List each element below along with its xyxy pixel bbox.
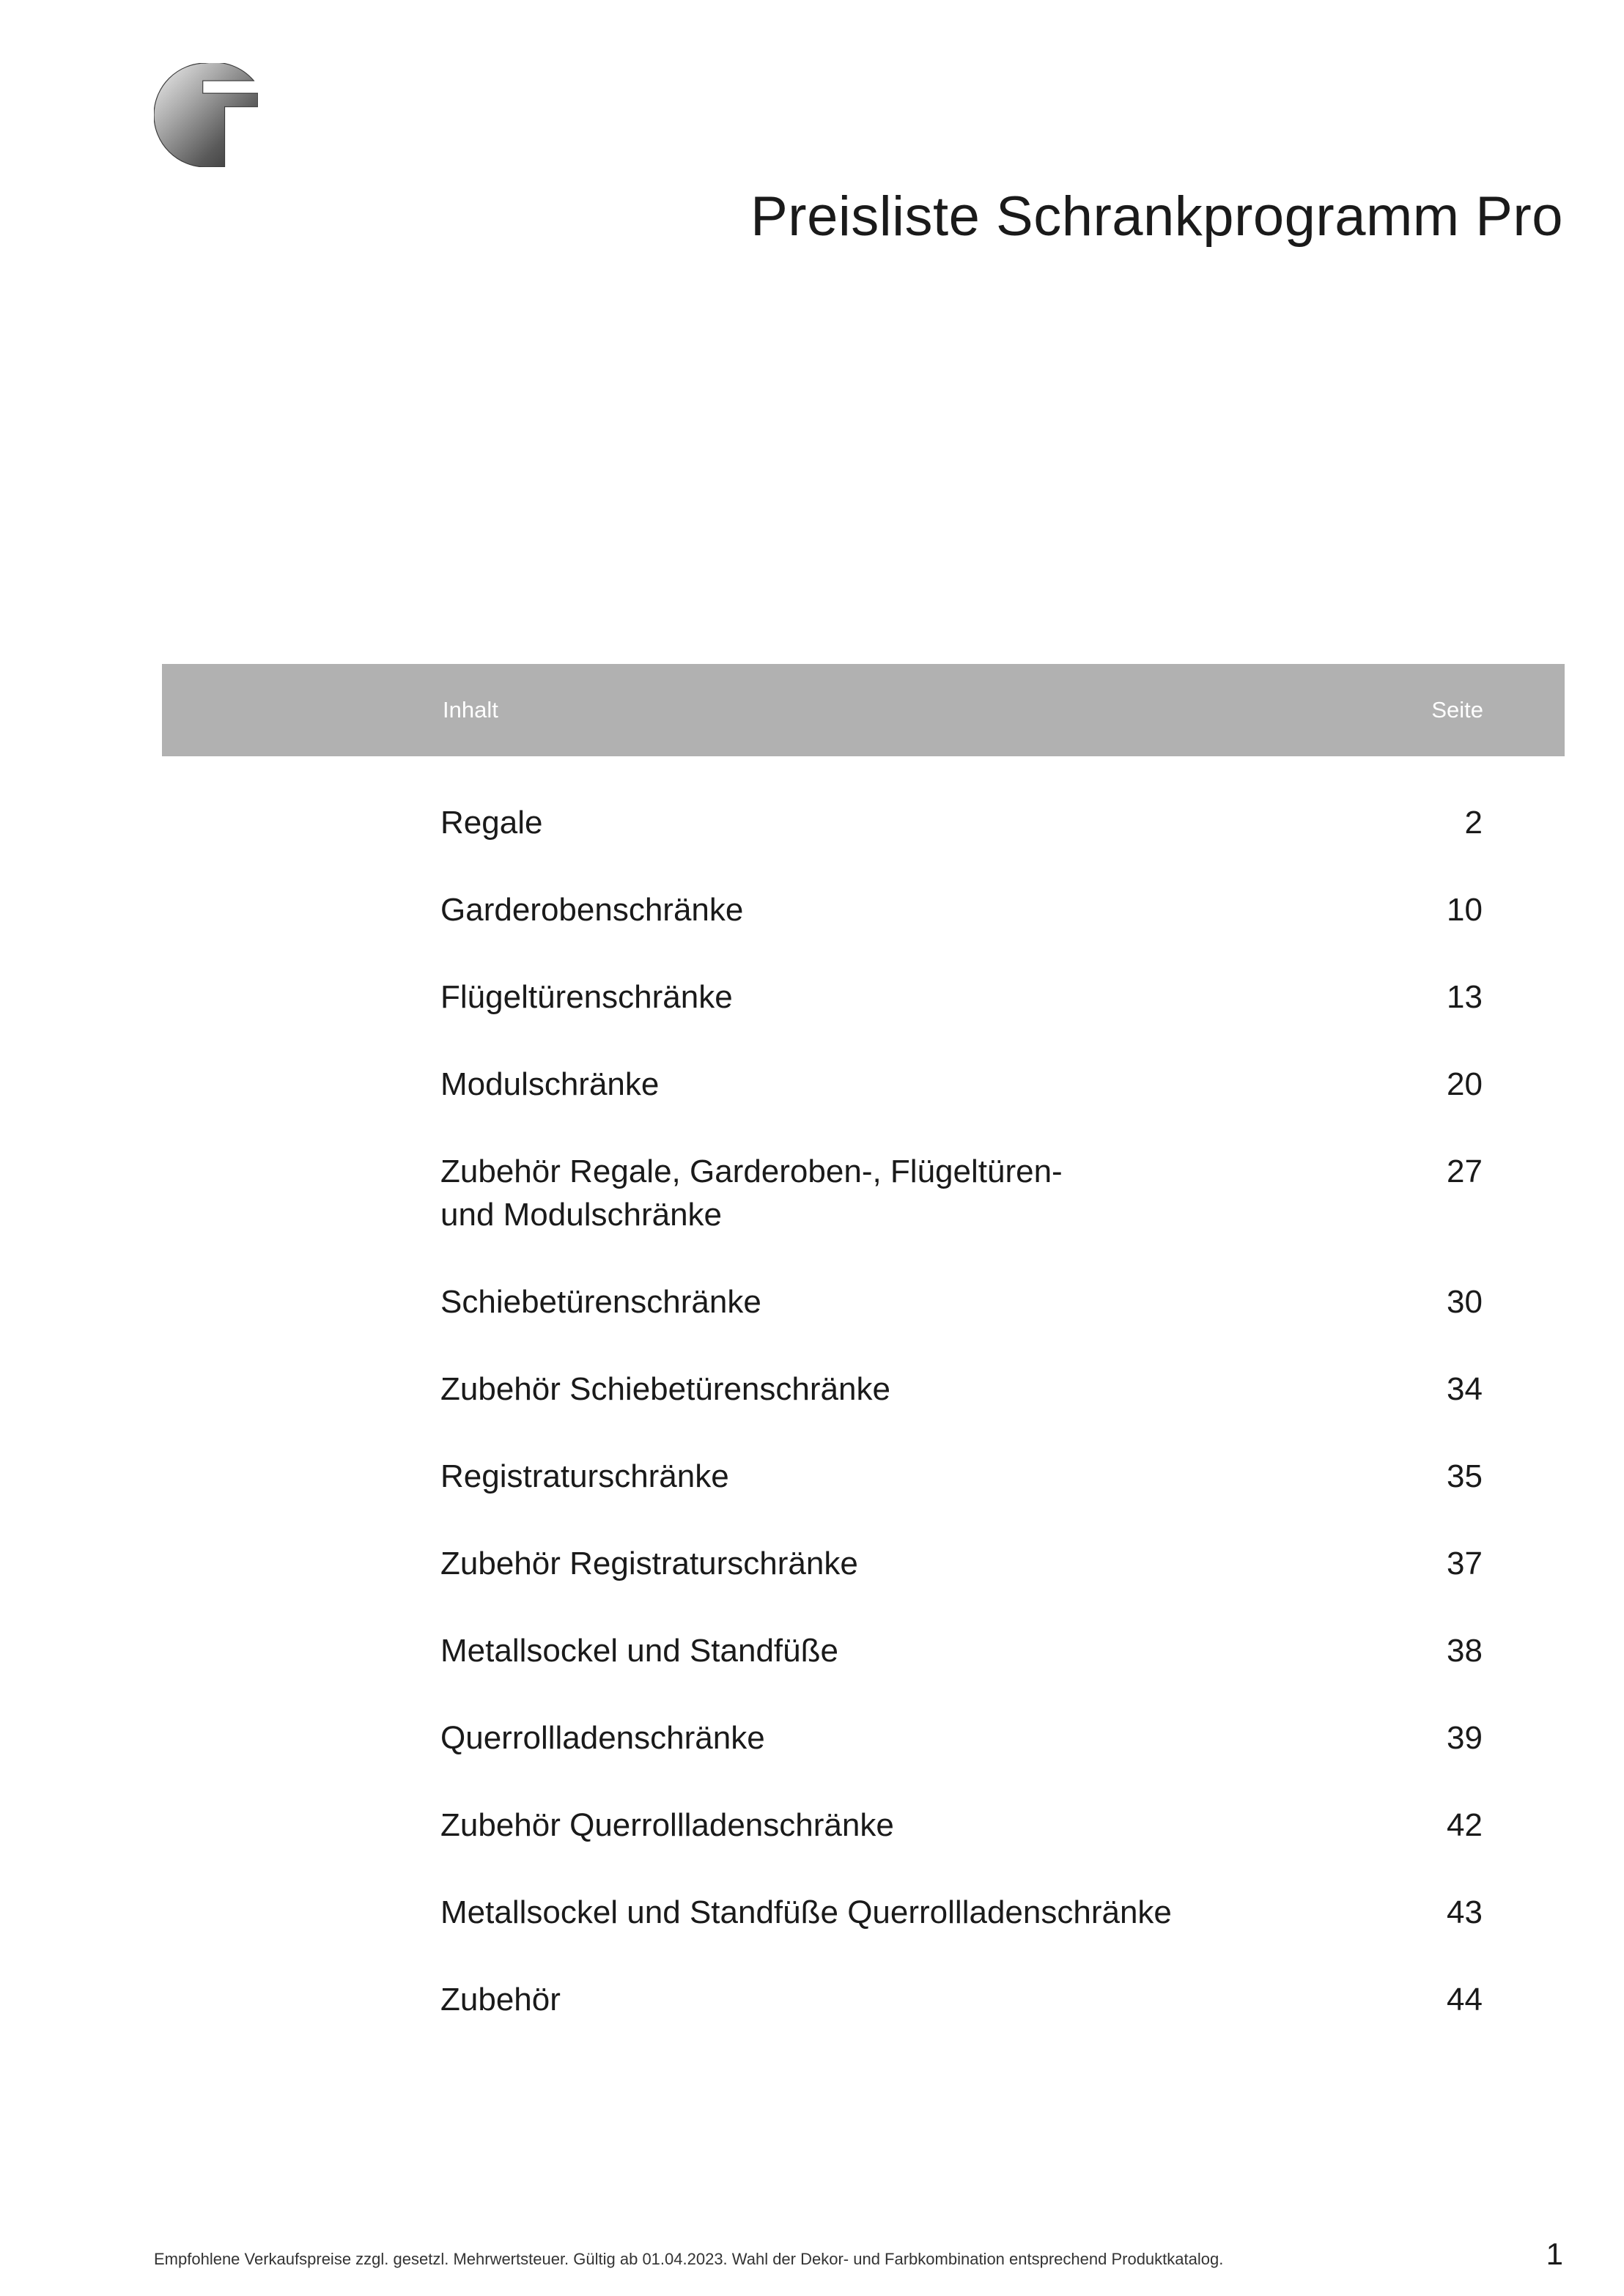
toc-item-page: 43 [1447, 1894, 1483, 1930]
toc-item-page: 42 [1447, 1807, 1483, 1843]
toc-item-page: 34 [1447, 1371, 1483, 1407]
toc-item[interactable] [440, 1804, 1483, 1847]
toc-item[interactable] [440, 801, 1483, 844]
toc-item[interactable] [440, 1891, 1483, 1934]
toc-item[interactable] [440, 1367, 1483, 1411]
toc-item-page: 27 [1447, 1153, 1483, 1189]
toc-item[interactable] [440, 1280, 1483, 1324]
toc-item-label: Metallsockel und Standfüße [440, 1633, 838, 1669]
toc-header-bar [162, 664, 1565, 756]
toc-item-page: 30 [1447, 1284, 1483, 1320]
toc-item-label: Garderobenschränke [440, 892, 744, 928]
toc-item-label: Schiebetürenschränke [440, 1284, 761, 1320]
toc-item-label: Zubehör [440, 1982, 561, 2018]
toc-item[interactable] [440, 888, 1483, 931]
footer-disclaimer: Empfohlene Verkaufspreise zzgl. gesetzl. Mehrwertsteuer. Gültig ab 01.04.2023. Wahl der Dekor- und Farbkombination entsprechend Produktkatalog. [154, 2250, 1224, 2268]
g-logo-icon [154, 63, 258, 167]
toc-item-page: 38 [1447, 1633, 1483, 1669]
toc-item-label: Metallsockel und Standfüße Querrollladenschränke [440, 1894, 1172, 1930]
toc-item[interactable] [440, 1150, 1483, 1236]
toc-item-page: 2 [1464, 805, 1483, 841]
toc-item-page: 37 [1447, 1546, 1483, 1581]
toc-item-page: 13 [1447, 979, 1483, 1015]
toc-item-label: Modulschränke [440, 1066, 660, 1102]
document-title: Preisliste Schrankprogramm Pro [750, 185, 1563, 248]
toc-item[interactable] [440, 1629, 1483, 1672]
toc-item-page: 10 [1447, 892, 1483, 928]
table-of-contents [440, 801, 1483, 2065]
toc-item[interactable] [440, 975, 1483, 1019]
toc-item-label: Zubehör Schiebetürenschränke [440, 1371, 890, 1407]
toc-item-label: Querrollladenschränke [440, 1720, 765, 1756]
toc-item-label: Zubehör Regale, Garderoben-, Flügeltüren- und Modulschränke [440, 1153, 1063, 1233]
toc-item[interactable] [440, 1978, 1483, 2021]
toc-item-label: Regale [440, 805, 543, 841]
toc-header-contents-label: Inhalt [443, 697, 498, 723]
page-number: 1 [1546, 2237, 1563, 2271]
toc-item[interactable] [440, 1542, 1483, 1585]
toc-item-page: 20 [1447, 1066, 1483, 1102]
toc-item-page: 44 [1447, 1982, 1483, 2018]
toc-item-label: Flügeltürenschränke [440, 979, 733, 1015]
toc-item[interactable] [440, 1455, 1483, 1498]
toc-item-page: 35 [1447, 1458, 1483, 1494]
toc-item[interactable] [440, 1063, 1483, 1106]
toc-item[interactable] [440, 1716, 1483, 1760]
toc-item-label: Zubehör Registraturschränke [440, 1546, 858, 1581]
toc-header-page-label: Seite [1431, 697, 1483, 723]
toc-item-label: Registraturschränke [440, 1458, 729, 1494]
toc-item-page: 39 [1447, 1720, 1483, 1756]
toc-item-label: Zubehör Querrollladenschränke [440, 1807, 894, 1843]
